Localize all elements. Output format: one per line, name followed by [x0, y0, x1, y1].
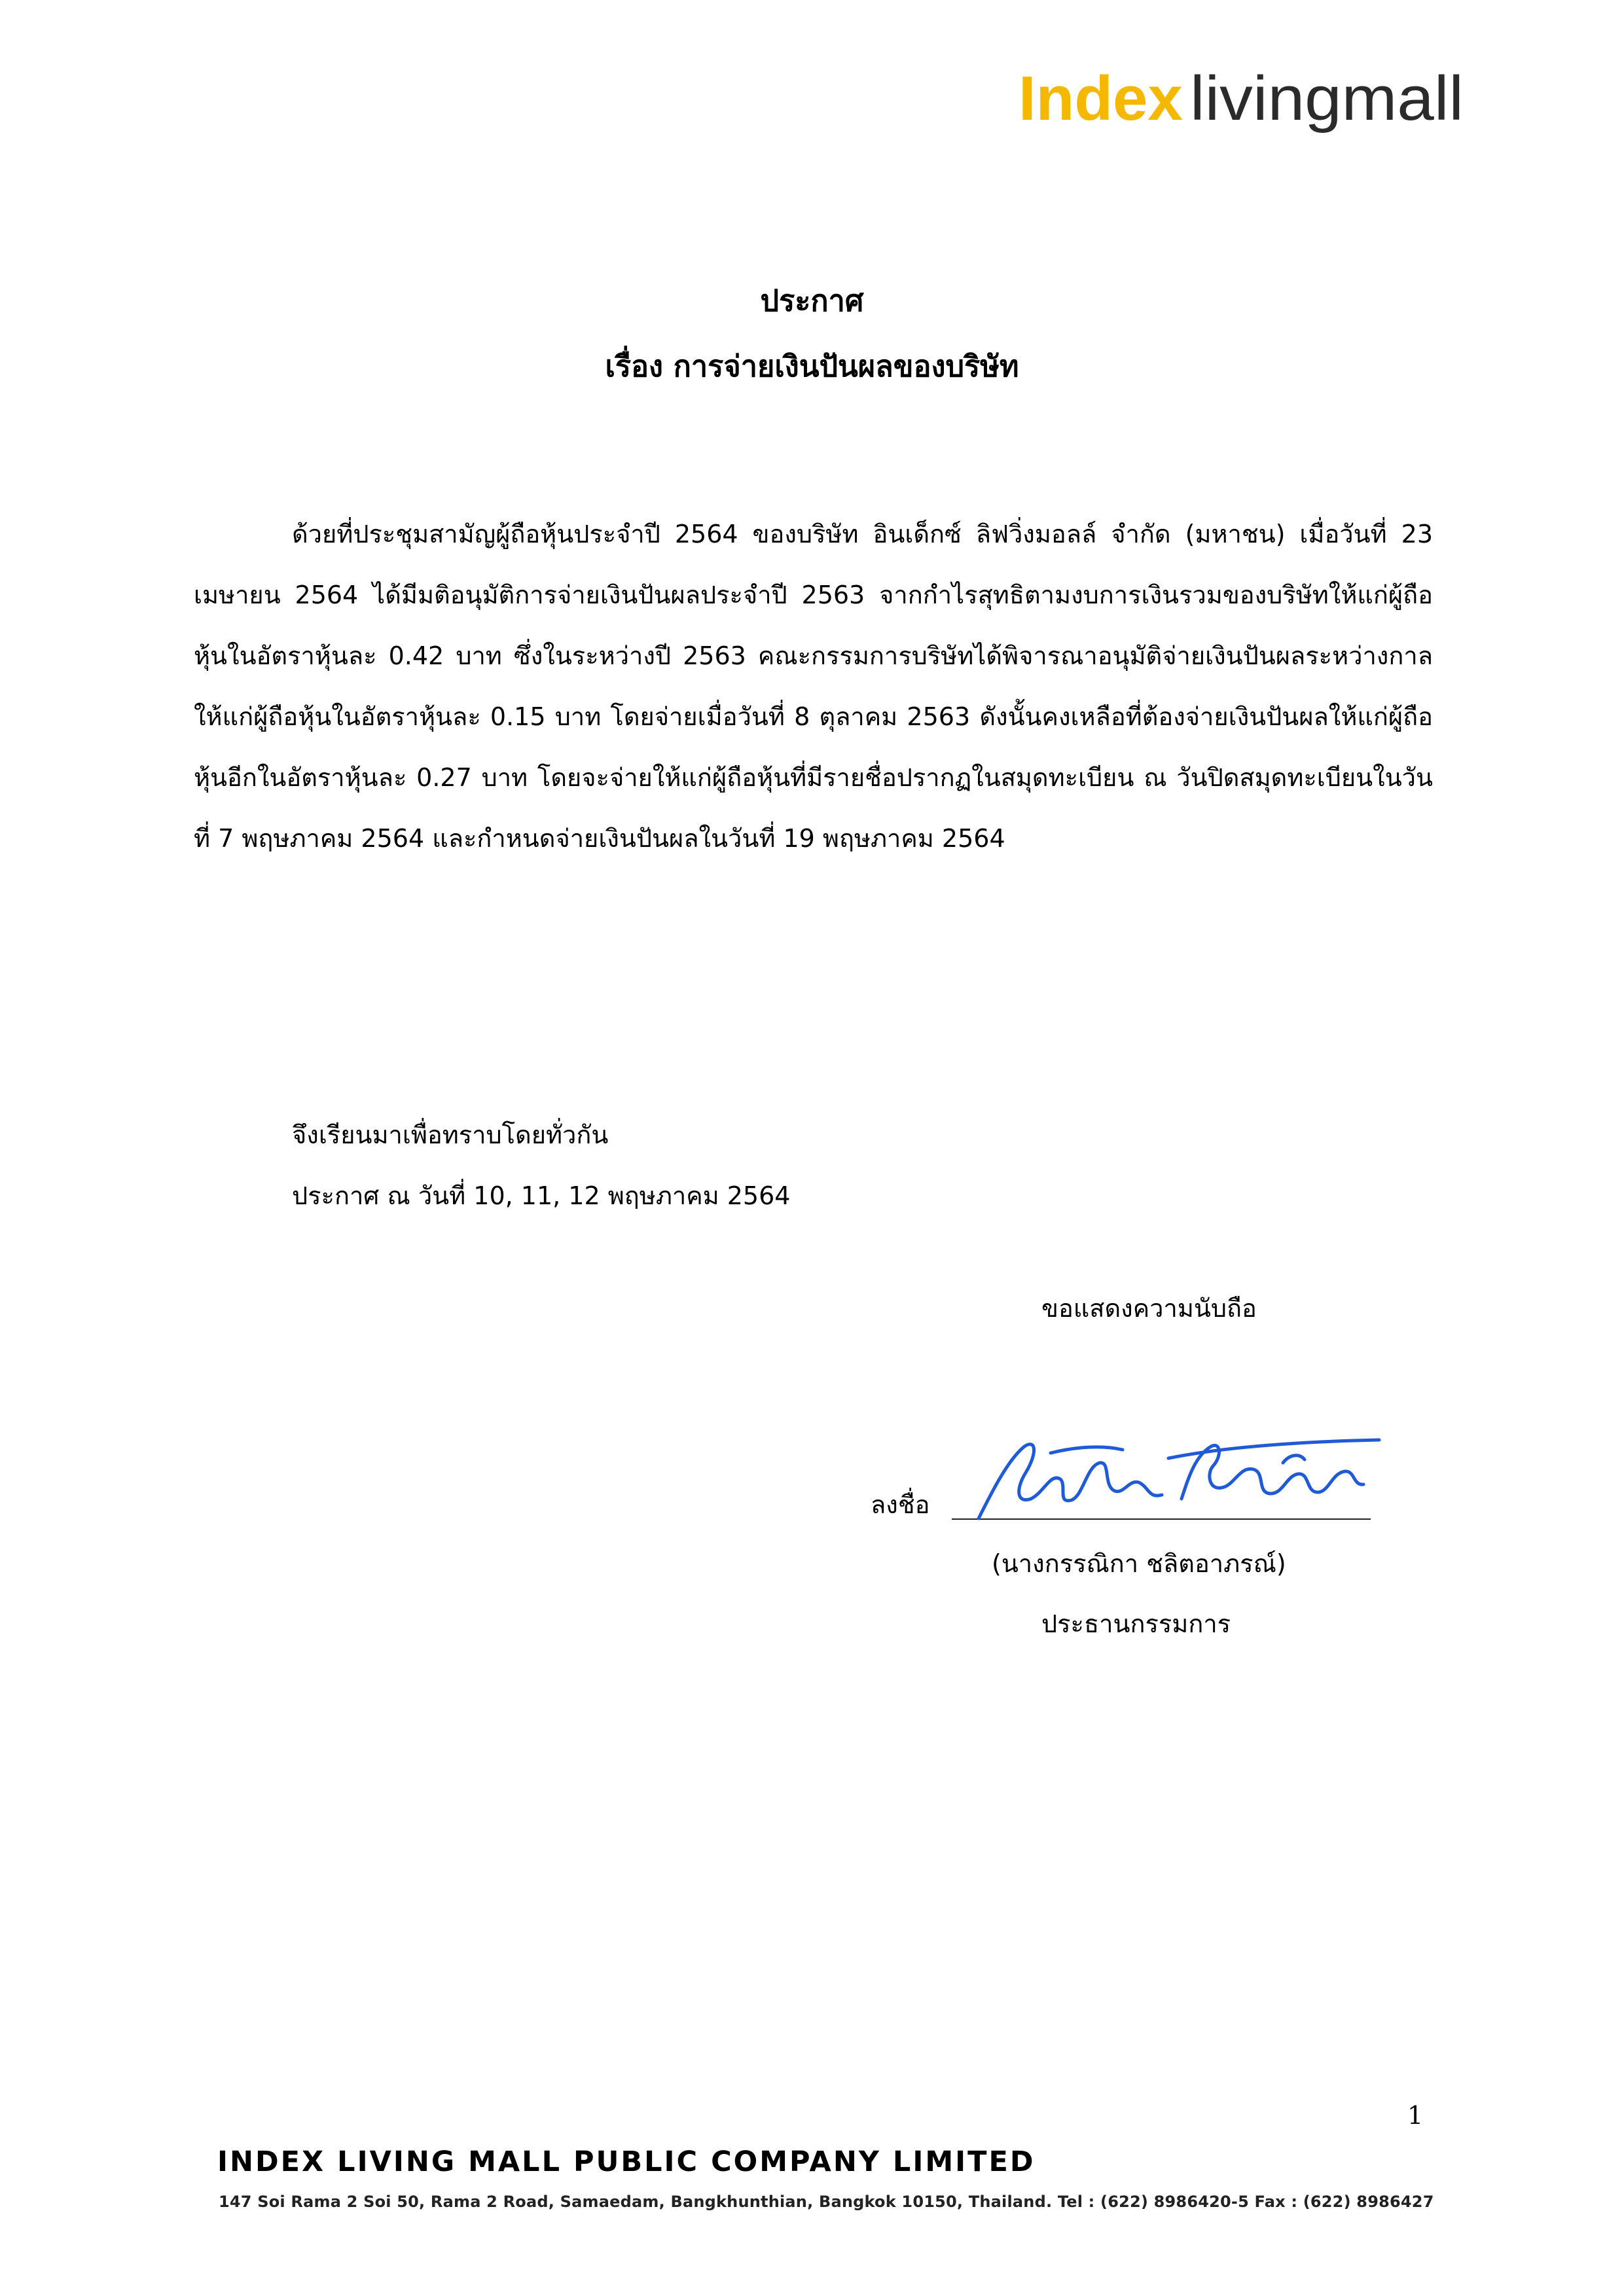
company-logo: [1019, 62, 1464, 137]
announcement-date: ประกาศ ณ วันที่ 10, 11, 12 พฤษภาคม 2564: [292, 1181, 791, 1210]
footer-address: 147 Soi Rama 2 Soi 50, Rama 2 Road, Samaedam, Bangkhunthian, Bangkok 10150, Thailand. Tel : (622) 8986420-5 Fax : (622) 8986427: [219, 2193, 1434, 2211]
announcement-body: [194, 504, 1433, 869]
signer-name: (นางกรรณิกา ชลิตอาภรณ์): [992, 1549, 1286, 1578]
signature-block: [871, 1427, 1414, 1525]
page-number: 1: [1407, 2101, 1424, 2130]
signer-title: ประธานกรรมการ: [1041, 1609, 1231, 1638]
announcement-heading: [0, 268, 1624, 399]
body-paragraph: ด้วยที่ประชุมสามัญผู้ถือหุ้นประจำปี 2564 ของบริษัท อินเด็กซ์ ลิฟวิ่งมอลล์ จำกัด (มหาชน) เมื่อวันที่ 23 เมษายน 2564 ได้มีมติอนุมัติการจ่ายเงินปันผลประจำปี 2563 จากกำไรสุทธิตามงบการเงินรวมของบริษัทให้แก่ผู้ถือหุ้นในอัตราหุ้นละ 0.42 บาท ซึ่งในระหว่างปี 2563 คณะกรรมการบริษัทได้พิจารณาอนุมัติจ่ายเงินปันผลระหว่างกาลให้แก่ผู้ถือหุ้นในอัตราหุ้นละ 0.15 บาท โดยจ่ายเมื่อวันที่ 8 ตุลาคม 2563 ดังนั้นคงเหลือที่ต้องจ่ายเงินปันผลให้แก่ผู้ถือหุ้นอีกในอัตราหุ้นละ 0.27 บาท โดยจะจ่ายให้แก่ผู้ถือหุ้นที่มีรายชื่อปรากฏในสมุดทะเบียน ณ วันปิดสมุดทะเบียนในวันที่ 7 พฤษภาคม 2564 และกำหนดจ่ายเงินปันผลในวันที่ 19 พฤษภาคม 2564: [194, 520, 1433, 853]
logo-text-light: livingmall: [1190, 63, 1464, 134]
signature-label: ลงชื่อ: [871, 1490, 930, 1519]
closing-block: [292, 1105, 790, 1227]
logo-text-bold: Index: [1019, 63, 1183, 134]
regards-text: ขอแสดงความนับถือ: [1041, 1294, 1257, 1323]
footer-company-name: INDEX LIVING MALL PUBLIC COMPANY LIMITED: [217, 2145, 1036, 2178]
handwritten-signature: [952, 1427, 1381, 1522]
closing-line: จึงเรียนมาเพื่อทราบโดยทั่วกัน: [292, 1121, 609, 1149]
heading-title: ประกาศ: [760, 283, 864, 318]
heading-subject: เรื่อง การจ่ายเงินปันผลของบริษัท: [605, 349, 1019, 384]
